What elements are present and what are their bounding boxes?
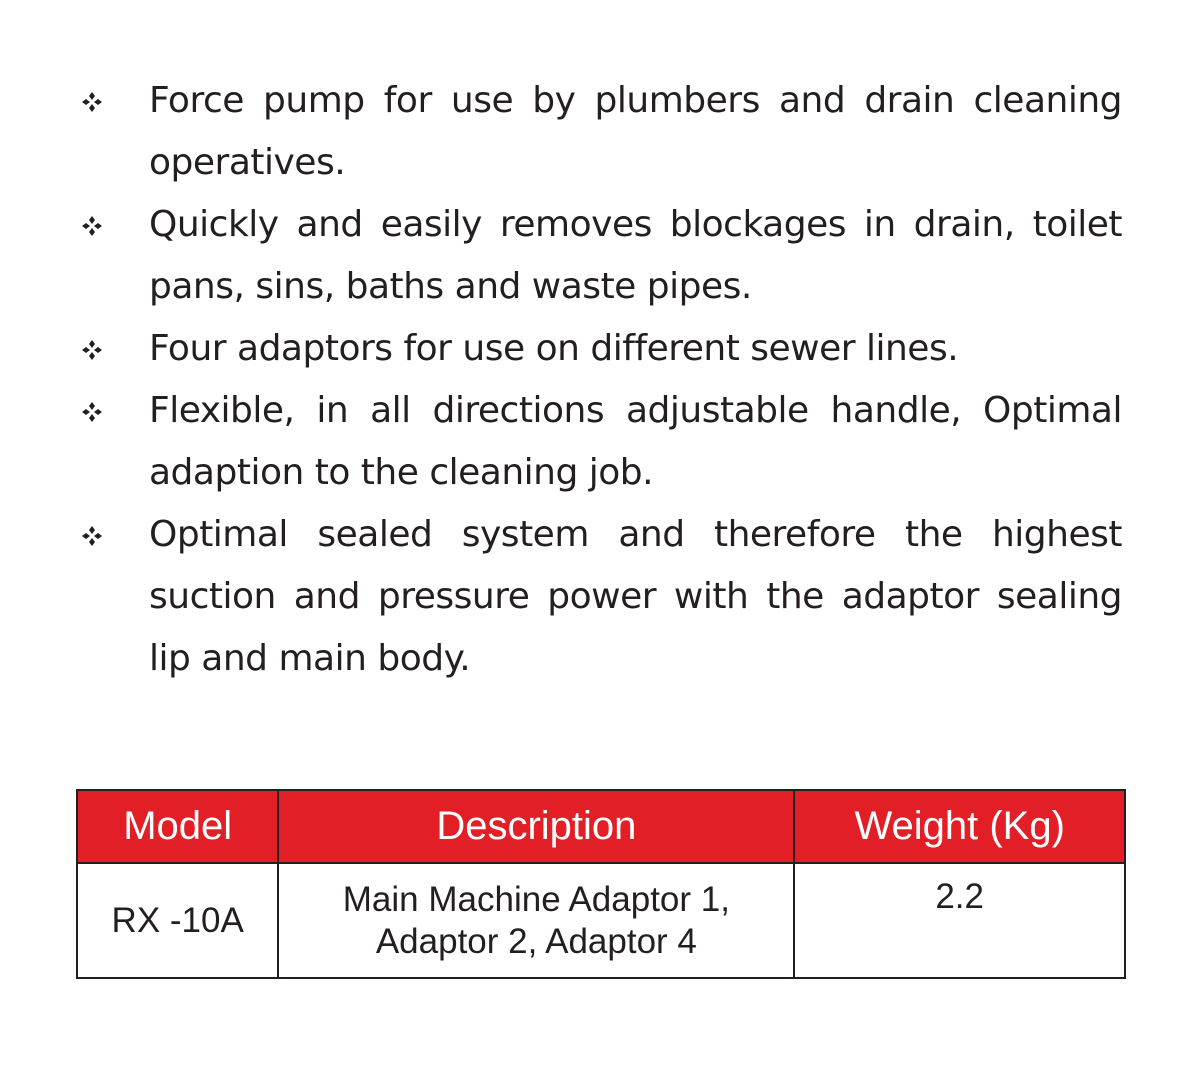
cell-description bbox=[278, 863, 794, 978]
four-diamond-bullet-icon bbox=[80, 400, 104, 424]
header-weight: Weight (Kg) bbox=[794, 790, 1125, 863]
header-model: Model bbox=[77, 790, 278, 863]
four-diamond-bullet-icon bbox=[80, 338, 104, 362]
four-diamond-bullet-icon bbox=[80, 214, 104, 238]
feature-item bbox=[80, 194, 1122, 318]
feature-text: Four adaptors for use on different sewer lines. bbox=[149, 328, 959, 369]
cell-model: RX -10A bbox=[77, 863, 278, 978]
description-line: Adaptor 2, Adaptor 4 bbox=[375, 921, 697, 961]
feature-text: Force pump for use by plumbers and drain cleaning operatives. bbox=[149, 80, 1122, 183]
feature-text: Optimal sealed system and therefore the highest suction and pressure power with the adaptor sealing lip and main body. bbox=[149, 514, 1122, 679]
four-diamond-bullet-icon bbox=[80, 524, 104, 548]
header-description: Description bbox=[278, 790, 794, 863]
feature-list bbox=[80, 70, 1122, 690]
table-row bbox=[77, 863, 1125, 978]
feature-item bbox=[80, 70, 1122, 194]
cell-weight: 2.2 bbox=[794, 863, 1125, 978]
feature-text: Flexible, in all directions adjustable handle, Optimal adaption to the cleaning job. bbox=[149, 390, 1122, 493]
description-line: Main Machine Adaptor 1, bbox=[342, 879, 730, 919]
four-diamond-bullet-icon bbox=[80, 90, 104, 114]
specs-table bbox=[76, 789, 1126, 979]
feature-item bbox=[80, 504, 1122, 690]
table-header-row bbox=[77, 790, 1125, 863]
feature-item bbox=[80, 318, 1122, 380]
feature-item bbox=[80, 380, 1122, 504]
feature-text: Quickly and easily removes blockages in drain, toilet pans, sins, baths and waste pipes. bbox=[149, 204, 1122, 307]
